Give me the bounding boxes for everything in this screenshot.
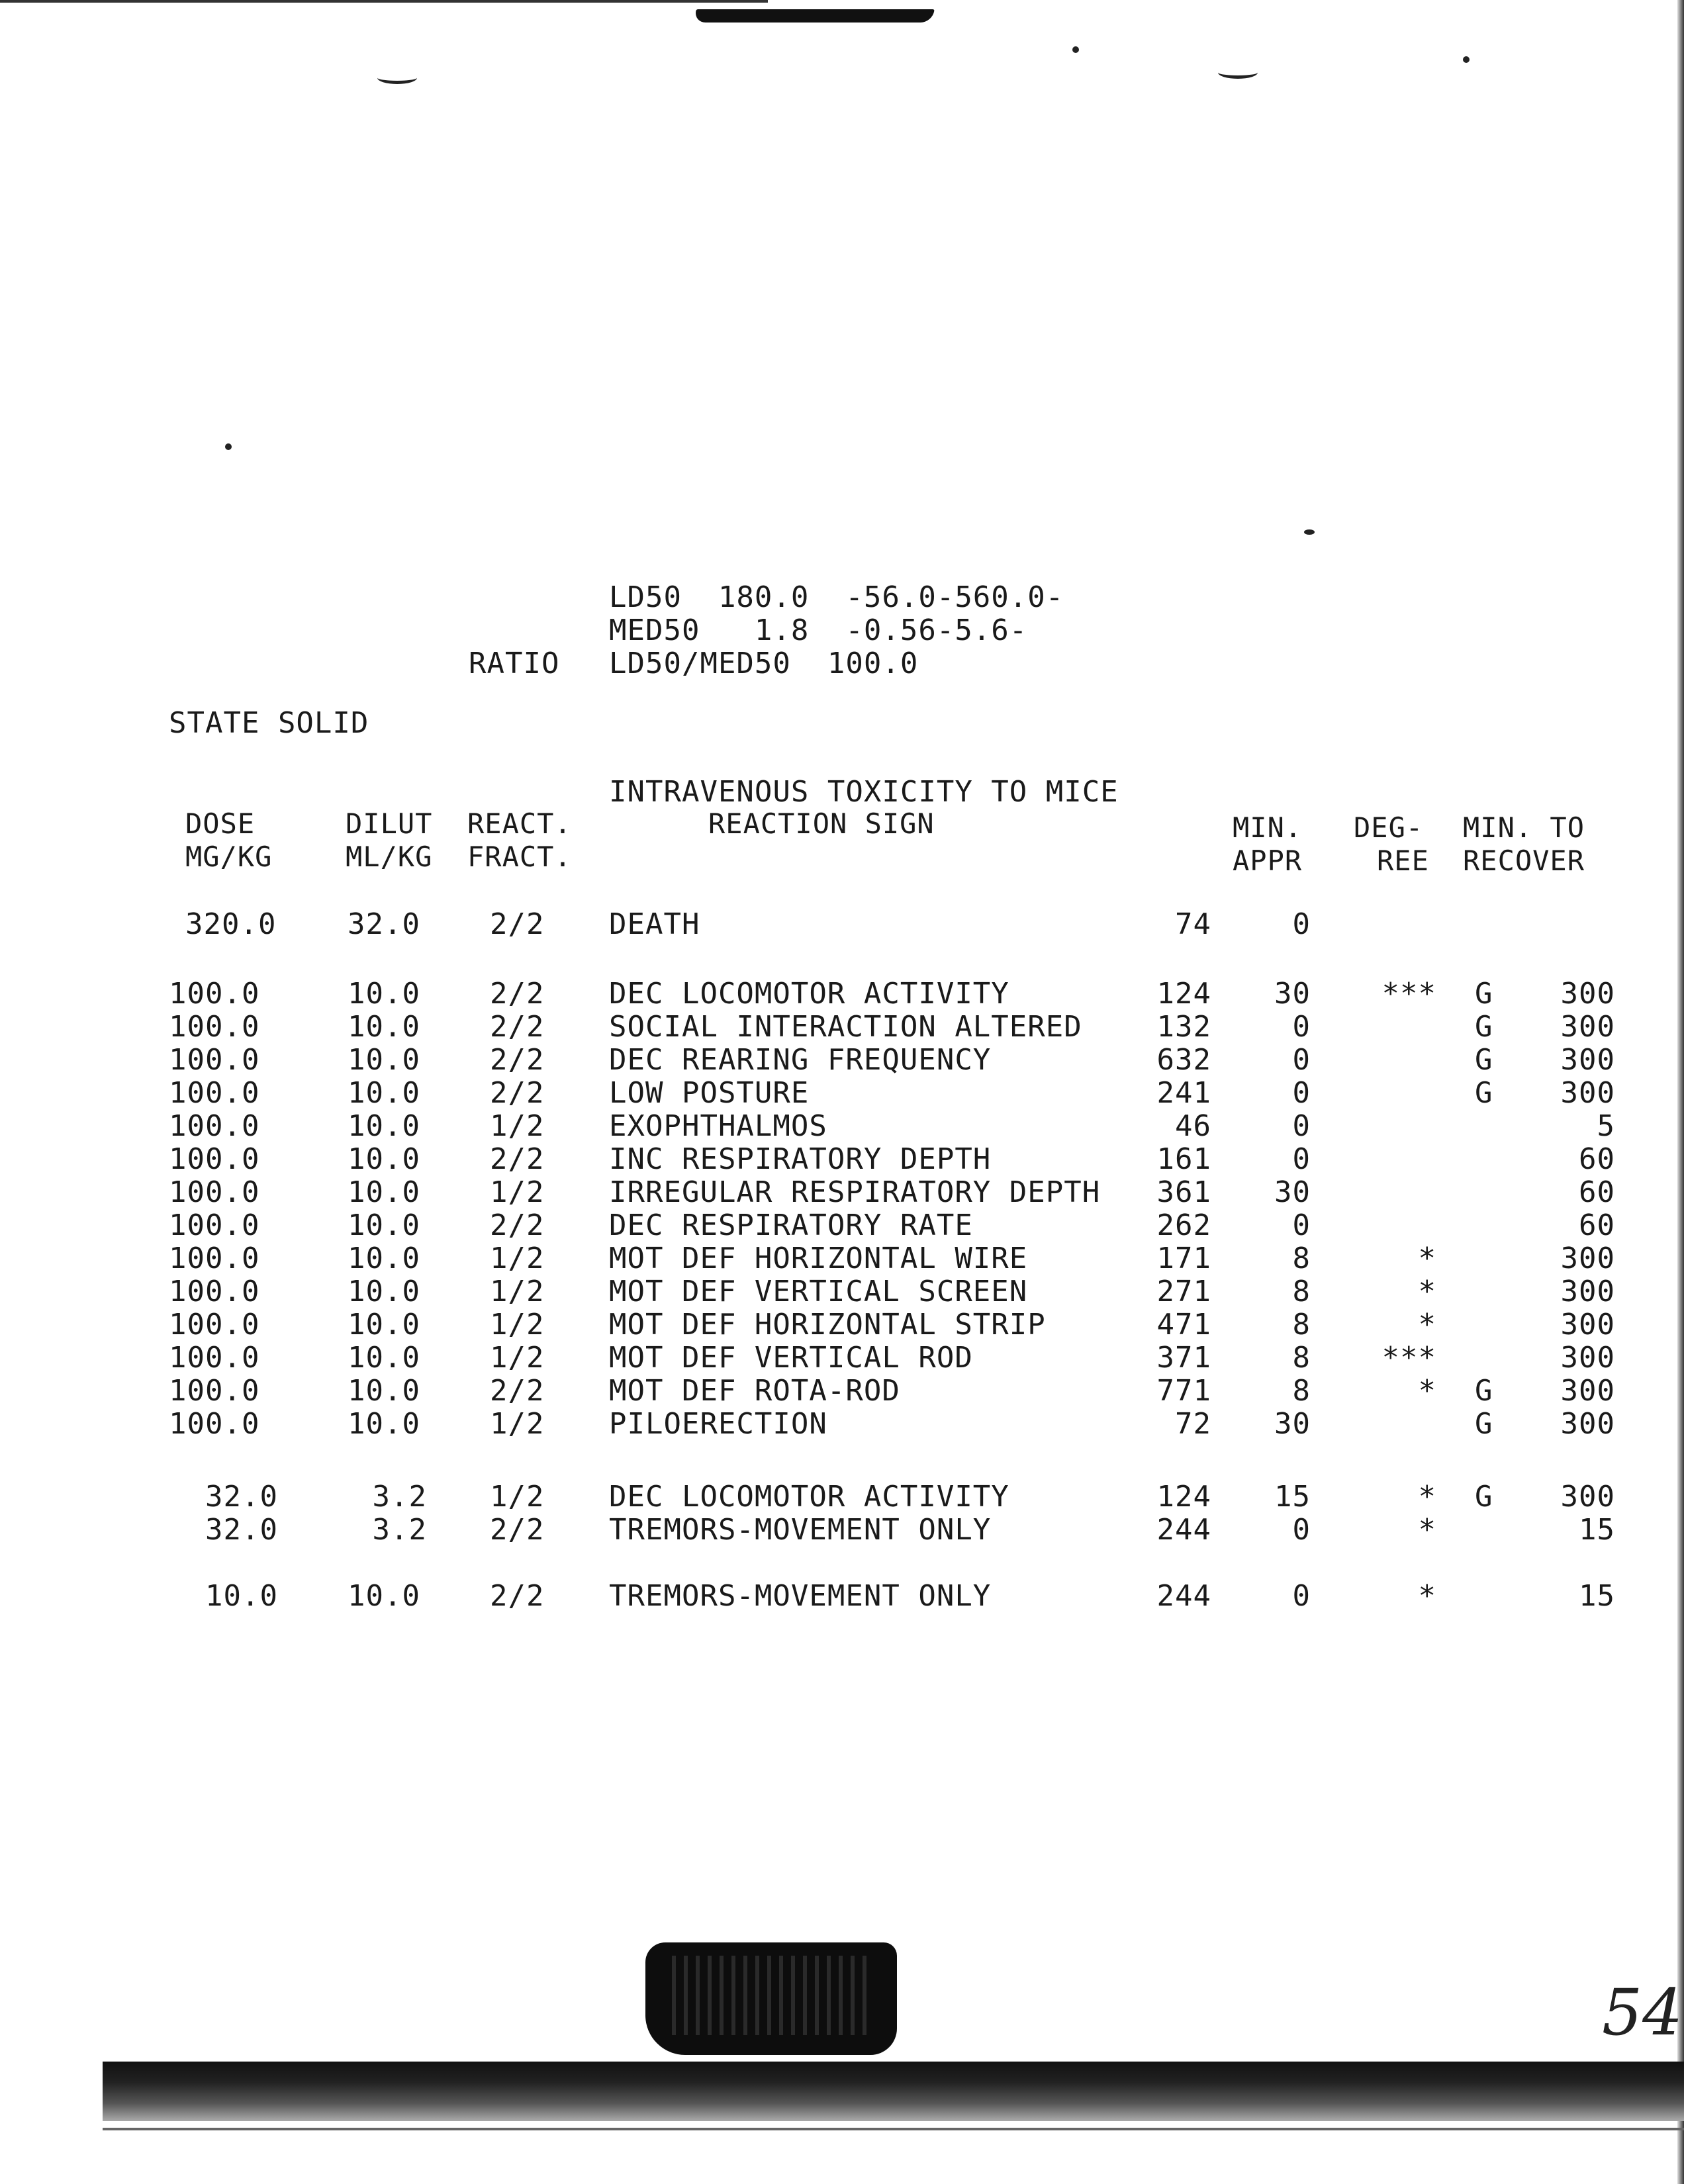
cell-fraction: 2/2	[490, 1010, 545, 1044]
cell-dilut: 10.0	[348, 1076, 420, 1110]
cell-dose: 32.0	[205, 1480, 278, 1514]
cell-fraction: 1/2	[490, 1341, 545, 1375]
cell-min-recover: 60	[1579, 1175, 1615, 1209]
cell-code: 371	[1156, 1341, 1211, 1375]
cell-dilut: 3.2	[372, 1513, 427, 1547]
table-row	[0, 1375, 1684, 1408]
cell-min-appr: 15	[1274, 1480, 1311, 1514]
table-row	[0, 1308, 1684, 1342]
cell-min-appr: 0	[1292, 1142, 1311, 1176]
cell-dose: 100.0	[169, 1076, 260, 1110]
cell-dilut: 10.0	[348, 1043, 420, 1077]
cell-reaction-sign: MOT DEF ROTA-ROD	[609, 1374, 900, 1408]
cell-dose: 100.0	[169, 1374, 260, 1408]
cell-min-appr: 30	[1274, 977, 1311, 1011]
cell-min-appr: 0	[1292, 907, 1311, 941]
cell-min-appr: 0	[1292, 1076, 1311, 1110]
header-degree-1: DEG-	[1354, 811, 1424, 844]
cell-dilut: 10.0	[348, 1175, 420, 1209]
cell-fraction: 1/2	[490, 1242, 545, 1275]
cell-dilut: 10.0	[348, 1109, 420, 1143]
cell-dilut: 10.0	[348, 1374, 420, 1408]
cell-min-recover: 60	[1579, 1208, 1615, 1242]
scan-mark	[377, 71, 417, 84]
table-row	[0, 1480, 1684, 1514]
cell-min-appr: 0	[1292, 1109, 1311, 1143]
cell-dose: 100.0	[169, 1109, 260, 1143]
ink-blot	[645, 1942, 897, 2055]
table-row	[0, 1275, 1684, 1308]
cell-min-recover: 300	[1560, 1010, 1615, 1044]
table-row	[0, 1408, 1684, 1441]
cell-min-recover: 5	[1597, 1109, 1615, 1143]
scan-top-line	[0, 0, 768, 3]
cell-dose: 100.0	[169, 1175, 260, 1209]
cell-code: 124	[1156, 1480, 1211, 1514]
cell-degree: *	[1418, 1480, 1436, 1514]
table-row	[0, 1209, 1684, 1242]
cell-fraction: 1/2	[490, 1175, 545, 1209]
cell-dilut: 10.0	[348, 1341, 420, 1375]
cell-dilut: 3.2	[372, 1480, 427, 1514]
table-row	[0, 1242, 1684, 1275]
cell-degree: *	[1418, 1275, 1436, 1308]
cell-min-appr: 8	[1292, 1242, 1311, 1275]
cell-code: 74	[1175, 907, 1211, 941]
cell-code: 271	[1156, 1275, 1211, 1308]
header-dose-1: DOSE	[185, 807, 256, 840]
header-min-appr-2: APPR	[1233, 844, 1303, 877]
cell-reaction-sign: MOT DEF HORIZONTAL STRIP	[609, 1308, 1046, 1342]
cell-min-appr: 0	[1292, 1010, 1311, 1044]
header-min-appr-1: MIN.	[1233, 811, 1303, 844]
cell-fraction: 2/2	[490, 1043, 545, 1077]
cell-degree: *	[1418, 1308, 1436, 1342]
cell-min-appr: 0	[1292, 1579, 1311, 1613]
header-dose-2: MG/KG	[185, 841, 273, 873]
table-row	[0, 1011, 1684, 1044]
cell-degree: *	[1418, 1579, 1436, 1613]
cell-min-appr: 8	[1292, 1374, 1311, 1408]
cell-reaction-sign: DEATH	[609, 907, 700, 941]
cell-reaction-sign: SOCIAL INTERACTION ALTERED	[609, 1010, 1082, 1044]
cell-fraction: 2/2	[490, 1374, 545, 1408]
cell-dose: 320.0	[185, 907, 277, 941]
cell-fraction: 2/2	[490, 1208, 545, 1242]
cell-min-recover: 300	[1560, 1308, 1615, 1342]
cell-code: 244	[1156, 1513, 1211, 1547]
cell-code: 241	[1156, 1076, 1211, 1110]
header-reaction-sign: REACTION SIGN	[708, 807, 935, 840]
cell-code: 46	[1175, 1109, 1211, 1143]
cell-dilut: 10.0	[348, 1010, 420, 1044]
cell-fraction: 1/2	[490, 1308, 545, 1342]
cell-code: 171	[1156, 1242, 1211, 1275]
cell-code: 124	[1156, 977, 1211, 1011]
table-row	[0, 1143, 1684, 1176]
cell-code: 161	[1156, 1142, 1211, 1176]
cell-reaction-sign: DEC REARING FREQUENCY	[609, 1043, 992, 1077]
table-row	[0, 1077, 1684, 1110]
ld50-line: LD50 180.0 -56.0-560.0-	[609, 580, 1064, 614]
cell-fraction: 1/2	[490, 1480, 545, 1514]
table-row	[0, 1176, 1684, 1209]
cell-reaction-sign: DEC RESPIRATORY RATE	[609, 1208, 973, 1242]
cell-dose: 100.0	[169, 1208, 260, 1242]
cell-fraction: 2/2	[490, 1513, 545, 1547]
cell-min-appr: 0	[1292, 1513, 1311, 1547]
cell-fraction: 2/2	[490, 907, 545, 941]
cell-dose: 100.0	[169, 1142, 260, 1176]
med50-line: MED50 1.8 -0.56-5.6-	[609, 614, 1028, 647]
table-row	[0, 1580, 1684, 1613]
cell-min-appr: 8	[1292, 1275, 1311, 1308]
cell-min-recover: 300	[1560, 1480, 1615, 1514]
cell-dilut: 32.0	[348, 907, 420, 941]
cell-reaction-sign: MOT DEF VERTICAL SCREEN	[609, 1275, 1028, 1308]
cell-code: 771	[1156, 1374, 1211, 1408]
ratio-value: LD50/MED50 100.0	[609, 647, 919, 680]
cell-degree: *	[1418, 1242, 1436, 1275]
cell-reaction-sign: MOT DEF VERTICAL ROD	[609, 1341, 973, 1375]
header-dilut-2: ML/KG	[346, 841, 433, 873]
table-row	[0, 908, 1684, 941]
cell-reaction-sign: INC RESPIRATORY DEPTH	[609, 1142, 992, 1176]
cell-reaction-sign: TREMORS-MOVEMENT ONLY	[609, 1513, 992, 1547]
header-degree-2: REE	[1377, 844, 1429, 877]
cell-g: G	[1475, 1374, 1493, 1408]
cell-min-appr: 30	[1274, 1407, 1311, 1441]
header-min-recover-1: MIN. TO	[1463, 811, 1585, 844]
scan-bottom-bar	[103, 2062, 1684, 2121]
cell-degree: *	[1418, 1513, 1436, 1547]
cell-dose: 100.0	[169, 1275, 260, 1308]
cell-dilut: 10.0	[348, 977, 420, 1011]
scan-mark	[1218, 66, 1258, 79]
cell-min-appr: 0	[1292, 1208, 1311, 1242]
header-react-2: FRACT.	[467, 841, 572, 873]
cell-reaction-sign: TREMORS-MOVEMENT ONLY	[609, 1579, 992, 1613]
cell-fraction: 2/2	[490, 1076, 545, 1110]
cell-g: G	[1475, 977, 1493, 1011]
cell-min-recover: 300	[1560, 1076, 1615, 1110]
cell-dilut: 10.0	[348, 1579, 420, 1613]
cell-g: G	[1475, 1010, 1493, 1044]
ratio-label: RATIO	[469, 647, 560, 680]
cell-dose: 100.0	[169, 1242, 260, 1275]
cell-fraction: 2/2	[490, 1579, 545, 1613]
table-row	[0, 978, 1684, 1011]
cell-min-appr: 8	[1292, 1308, 1311, 1342]
cell-reaction-sign: IRREGULAR RESPIRATORY DEPTH	[609, 1175, 1101, 1209]
cell-fraction: 1/2	[490, 1407, 545, 1441]
cell-dose: 100.0	[169, 1043, 260, 1077]
cell-dilut: 10.0	[348, 1242, 420, 1275]
cell-g: G	[1475, 1043, 1493, 1077]
table-title: INTRAVENOUS TOXICITY TO MICE	[609, 775, 1119, 809]
cell-min-recover: 300	[1560, 1242, 1615, 1275]
cell-code: 361	[1156, 1175, 1211, 1209]
cell-code: 132	[1156, 1010, 1211, 1044]
header-dilut-1: DILUT	[346, 807, 433, 840]
scan-smear	[694, 9, 935, 23]
cell-min-recover: 300	[1560, 1341, 1615, 1375]
scan-dot	[1463, 56, 1470, 63]
cell-fraction: 2/2	[490, 977, 545, 1011]
cell-dose: 100.0	[169, 1341, 260, 1375]
cell-code: 72	[1175, 1407, 1211, 1441]
cell-reaction-sign: DEC LOCOMOTOR ACTIVITY	[609, 1480, 1009, 1514]
scan-dot	[1304, 529, 1315, 535]
cell-g: G	[1475, 1076, 1493, 1110]
cell-dose: 100.0	[169, 977, 260, 1011]
cell-dose: 32.0	[205, 1513, 278, 1547]
cell-reaction-sign: PILOERECTION	[609, 1407, 827, 1441]
cell-degree: ***	[1381, 1341, 1436, 1375]
cell-degree: ***	[1381, 977, 1436, 1011]
cell-dilut: 10.0	[348, 1407, 420, 1441]
cell-fraction: 1/2	[490, 1109, 545, 1143]
cell-dilut: 10.0	[348, 1275, 420, 1308]
cell-code: 632	[1156, 1043, 1211, 1077]
cell-code: 244	[1156, 1579, 1211, 1613]
cell-code: 471	[1156, 1308, 1211, 1342]
cell-min-recover: 15	[1579, 1579, 1615, 1613]
cell-min-recover: 300	[1560, 1275, 1615, 1308]
header-min-recover-2: RECOVER	[1463, 844, 1585, 877]
cell-dose: 100.0	[169, 1010, 260, 1044]
cell-reaction-sign: EXOPHTHALMOS	[609, 1109, 827, 1143]
cell-fraction: 2/2	[490, 1142, 545, 1176]
cell-min-recover: 15	[1579, 1513, 1615, 1547]
state-label: STATE SOLID	[169, 706, 369, 740]
cell-dose: 100.0	[169, 1308, 260, 1342]
cell-dose: 10.0	[205, 1579, 278, 1613]
cell-fraction: 1/2	[490, 1275, 545, 1308]
table-row	[0, 1110, 1684, 1143]
cell-min-recover: 300	[1560, 1043, 1615, 1077]
header-react-1: REACT.	[467, 807, 572, 840]
table-row	[0, 1514, 1684, 1547]
cell-g: G	[1475, 1407, 1493, 1441]
cell-min-recover: 60	[1579, 1142, 1615, 1176]
cell-dose: 100.0	[169, 1407, 260, 1441]
cell-dilut: 10.0	[348, 1308, 420, 1342]
scan-dot	[225, 443, 232, 450]
cell-reaction-sign: LOW POSTURE	[609, 1076, 810, 1110]
cell-degree: *	[1418, 1374, 1436, 1408]
cell-min-appr: 30	[1274, 1175, 1311, 1209]
cell-min-recover: 300	[1560, 977, 1615, 1011]
scan-bottom-line	[103, 2128, 1684, 2130]
cell-min-appr: 8	[1292, 1341, 1311, 1375]
cell-dilut: 10.0	[348, 1208, 420, 1242]
page-number: 54	[1602, 1976, 1683, 2050]
scan-dot	[1072, 46, 1079, 53]
cell-reaction-sign: MOT DEF HORIZONTAL WIRE	[609, 1242, 1028, 1275]
cell-min-recover: 300	[1560, 1407, 1615, 1441]
cell-code: 262	[1156, 1208, 1211, 1242]
cell-g: G	[1475, 1480, 1493, 1514]
table-row	[0, 1044, 1684, 1077]
cell-dilut: 10.0	[348, 1142, 420, 1176]
table-row	[0, 1342, 1684, 1375]
cell-min-recover: 300	[1560, 1374, 1615, 1408]
cell-min-appr: 0	[1292, 1043, 1311, 1077]
cell-reaction-sign: DEC LOCOMOTOR ACTIVITY	[609, 977, 1009, 1011]
